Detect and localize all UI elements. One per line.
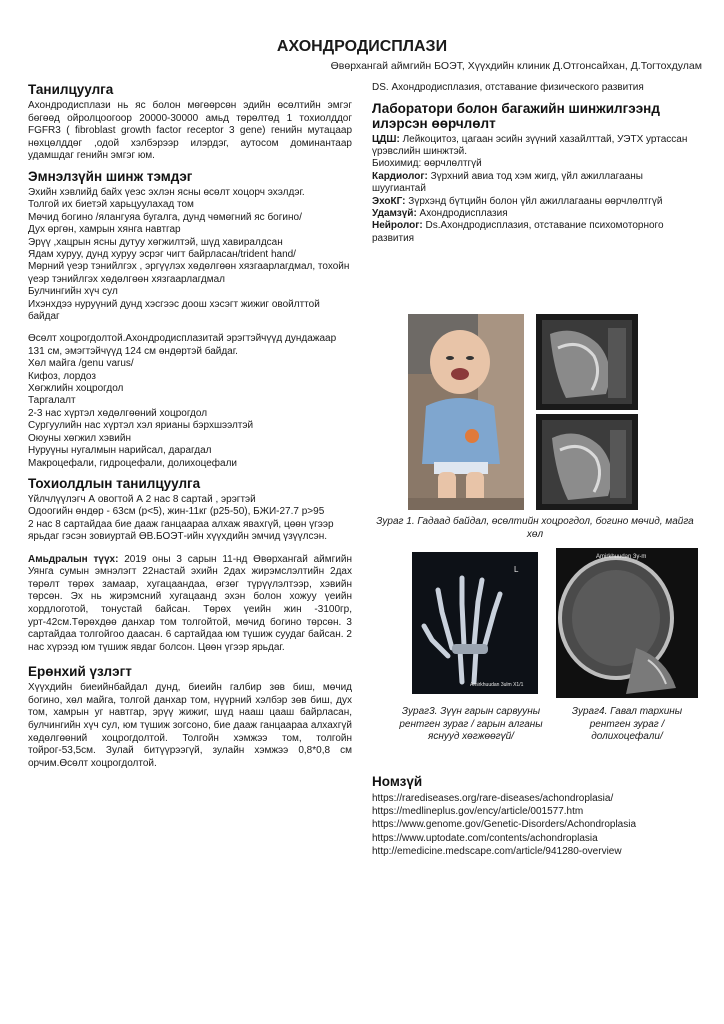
signs-heading: Эмнэлзүйн шинж тэмдэг [28, 168, 193, 184]
finding-item: ЭхоКГ: Зүрхэнд бүтцийн болон үйл ажиллагааны өөрчлөлтгүй [372, 195, 663, 207]
skull-xray [556, 548, 698, 698]
skull-xray-tag: Amirkhuudan 3y-m [596, 554, 647, 560]
history-text: 2019 оны 3 сарын 11-нд Өвөрхангай аймгийн Уянга сумын эмнэлэгт 22настай эхийн 2дах жирэмслэлтийн 2дах төрөлт төрөх замаар, хугацаандаа, өгзөг түрүүлэлтээр, хэвийн төрсөн. Эх нь жирэмсний хугацаанд эхэн болон хожуу үеийн хордлоготой, тонустай байсан. Төрөх үеийн жин -3100гр, урт-42см.Төрөхдөө данхар том толгойтой, мөчид богино төрсөн. 3 сартайдаа толгойгоо даасан. 6 сартайдаа юм түшиж суудаг байсан. 2 нас хүрээд юм түшиж явдаг болсон. Цөөн үгээр ярьдаг. [28, 553, 352, 653]
xray-photo-bottom [536, 414, 638, 510]
figure-3-caption: Зураг3. Зүүн гарын сарвууны рентген зураг / гарын алганы яснууд хөгжөөгүй/ [399, 706, 543, 742]
diagnosis-text: DS. Ахондродисплазия, отставание физического развития [372, 82, 644, 93]
lab-heading: Лаборатори болон багажийн шинжилгээнд илэрсэн өөрчлөлт [372, 100, 660, 131]
signs-item: Хөл майга /genu varus/ [28, 358, 134, 370]
signs-item: Нуруүны нугалмын нарийсал, дарагдал [28, 445, 212, 457]
signs-item: Дух өргөн, хамрын хянга навтгар [28, 224, 181, 236]
case-heading: Тохиолдлын танилцуулга [28, 475, 201, 491]
signs-item: Ядам хуруу, дунд хуруу эсрэг чигт байрласан/trident hand/ [28, 249, 296, 260]
case-list [28, 494, 352, 544]
signs-item: Эрүү ,хацрын ясны дутуу хөгжилтэй, шүд хавиралдсан [28, 236, 283, 248]
figure-1-caption: Зураг 1. Гадаад байдал, өсөлтийн хоцрогдол, богино мөчид, майга хөл [376, 516, 694, 540]
poster-title: АХОНДРОДИСПЛАЗИ [276, 38, 448, 55]
case-item: Үйлчлүүлэгч А овогтой А 2 нас 8 сартай , эрэгтэй [28, 493, 256, 505]
signs-item: 2-3 нас хүртэл хөдөлгөөний хоцрогдол [28, 407, 208, 419]
signs-item: Ихэнхдээ нуруүний дунд хэсгээс доош хэсэгт жижиг овойлттой байдаг [28, 298, 320, 323]
history-label: Амьдралын түүх: [28, 553, 119, 565]
ref-link[interactable]: http://emedicine.medscape.com/article/941280-overview [372, 845, 622, 857]
signs-item: Өсөлт хоцрогдолтой.Ахондродисплазитай эрэгтэйчүүд дундажаар 131 см, эмэгтэйчүүд 124 см өндөртэй байдаг. [28, 333, 337, 357]
exam-text: Хүүхдийн биеийнбайдал дунд, биеийн галбир зөв биш, мөчид богино, хөл майга, толгой данхар том, нүүрний хэлбэр зөв биш, дух том, хамрын уг навтгар, эрүү жижиг, шүд нааш цааш байрласан, булчингийн хүч сул, юм түшиж зогсоно, бие дааж ганцаараа алхахгүй хөдөлгөөний хоцрогдолтой. Толгойн хэмжээ том, толгойн тойрог-53,5см. Зулай битүүрээгүй, зулайн хэмжээ 0,8*0,8 см орчим.Өсөлт хоцрогдолтой. [28, 682, 352, 769]
signs-item: Мөчид богино /ялангуяа бугалга, дунд чөмөгний яс богино/ [28, 211, 302, 223]
signs-item: Мөрний үеэр тэнийлгэх , эргүүлэх хөдөлгөөн хязгаарлагдмал, тохойн үеэр тэнийлгэх хөдөлгөөн хязгаарлагдмал [28, 261, 350, 285]
findings-list [372, 134, 698, 246]
left-column [28, 82, 352, 770]
references-section [372, 774, 702, 858]
history-paragraph [28, 554, 352, 655]
signs-item: Булчингийн хүч сул [28, 286, 118, 298]
finding-item: Кардиолог: Зүрхний авиа тод хэм жигд, үйл ажиллагааны шуугиантай [372, 170, 643, 195]
intro-heading: Танилцуулга [28, 82, 114, 97]
signs-item: Оюуны хөгжил хэвийн [28, 432, 131, 444]
ref-link[interactable]: https://medlineplus.gov/ency/article/001577.htm [372, 806, 584, 818]
signs-list-2 [28, 333, 352, 469]
ref-link[interactable]: https://rarediseases.org/rare-diseases/achondroplasia/ [372, 793, 614, 804]
signs-item: Кифоз, лордоз [28, 370, 96, 382]
exam-heading: Ерөнхий үзлэгт [28, 664, 132, 680]
ref-link[interactable]: https://www.uptodate.com/contents/achondroplasia [372, 832, 598, 844]
hand-xray [412, 552, 538, 694]
finding-item: Удамзүй: Ахондродисплазия [372, 208, 508, 220]
signs-item: Макроцефали, гидроцефали, долихоцефали [28, 457, 238, 469]
hand-xray-marker: L [514, 565, 519, 574]
hand-xray-tag: Amirkhuudan 3ulm X1/1 [470, 682, 524, 688]
figure-4-caption: Зураг4. Гавал тархины рентген зураг /долихоцефали/ [571, 706, 683, 742]
signs-item: Хөгжлийн хоцрогдол [28, 383, 124, 395]
right-column [372, 82, 698, 245]
case-item: 2 нас 8 сартайдаа бие дааж ганцаараа алхаж явахгүй, цөөн үгээр ярьдаг гэсэн зовиуртай ӨВ.БОЭТ-ийн хүүхдийн эмчид үзүүлсэн. [28, 518, 334, 543]
ref-link[interactable]: https://www.genome.gov/Genetic-Disorders/Achondroplasia [372, 819, 637, 831]
signs-item: Эхийн хэвлийд байх үеэс эхлэн ясны өсөлт хоцорч эхэлдэг. [28, 186, 305, 198]
finding-item: ЦДШ: Лейкоцитоз, цагаан эсийн зүүний хазайлттай, УЭТХ уртассан үрэвслийн шинжтэй. [372, 133, 688, 157]
case-item: Одоогийн өндөр - 63см (р<5), жин-11кг (р25-50), БЖИ-27.7 р>95 [28, 506, 325, 518]
signs-list [28, 187, 352, 323]
child-photo [408, 314, 524, 510]
finding-item: Биохимид: өөрчлөлтгүй [372, 158, 482, 170]
refs-list [372, 792, 702, 858]
intro-text: Ахондродисплази нь яс болон мөгөөрсөн эдийн өсөлтийн эмгэг бөгөөд ойролцоогоор 20000-30000 амьд төрөлтөд 1 тохиолддог FGFR3 ( fibroblast growth factor receptor 3 gene) генийн мутацаар нөхцөлддөг ,одой хэлбэрээр илэрдэг, аутосом доминантаар удамшдаг генийн эмгэг юм. [28, 100, 352, 162]
xray-photo-top [536, 314, 638, 410]
finding-item: Нейролог: Ds.Ахондродисплазия, отставание психомоторного развития [372, 220, 664, 244]
signs-item: Сургуулийн нас хүртэл хэл ярианы бэрхшээлтэй [28, 420, 254, 432]
refs-heading: Номзүй [372, 774, 423, 789]
signs-item: Таргалалт [28, 395, 76, 407]
signs-item: Толгой их биетэй харьцуулахад том [28, 199, 194, 211]
authors-line: Өвөрхангай аймгийн БОЭТ, Хүүхдийн клиник Д.Отгонсайхан, Д.Тогтохдулам [330, 60, 702, 72]
